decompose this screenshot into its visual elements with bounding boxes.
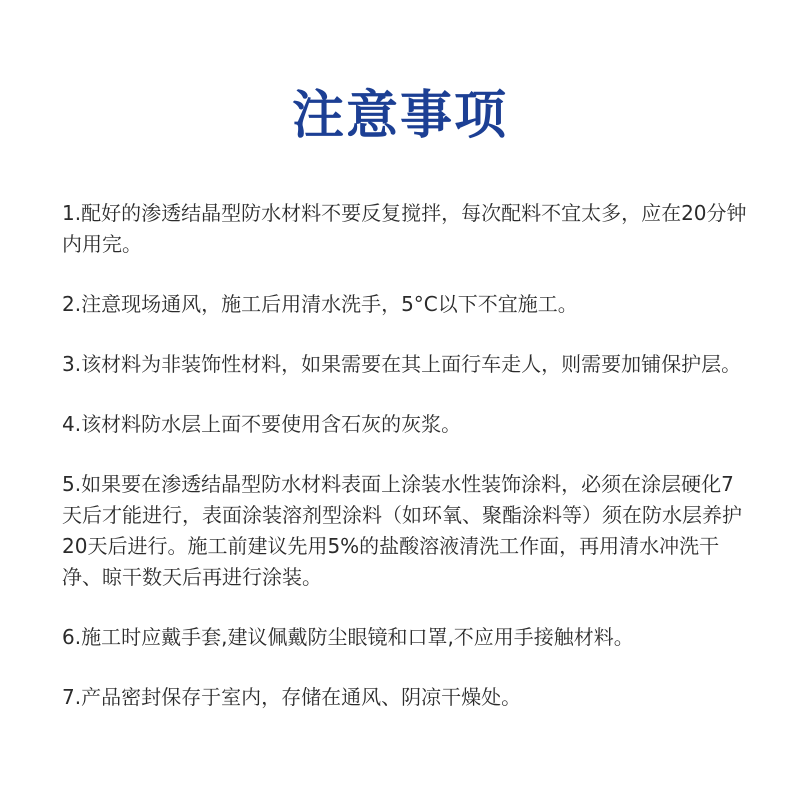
note-item-7: 7.产品密封保存于室内，存储在通风、阴凉干燥处。 [62,685,522,709]
note-item-3: 3.该材料为非装饰性材料，如果需要在其上面行车走人，则需要加铺保护层。 [62,352,742,376]
note-item-6: 6.施工时应戴手套,建议佩戴防尘眼镜和口罩,不应用手接触材料。 [62,625,634,649]
page-title: 注意事项 [291,86,508,146]
note-item-5: 5.如果要在渗透结晶型防水材料表面上涂装水性装饰涂料，必须在涂层硬化7天后才能进行，表面涂装溶剂型涂料（如环氧、聚酯涂料等）须在防水层养护20天后进行。施工前建议先用5%的盐酸溶液清洗工作面，再用清水冲洗干净、晾干数天后再进行涂装。 [62,472,742,589]
note-item-2: 2.注意现场通风，施工后用清水洗手，5°C以下不宜施工。 [62,292,578,316]
note-item-4: 4.该材料防水层上面不要使用含石灰的灰浆。 [62,412,462,436]
notes-list [62,198,752,742]
note-item-1: 1.配好的渗透结晶型防水材料不要反复搅拌，每次配料不宜太多，应在20分钟内用完。 [62,201,747,256]
